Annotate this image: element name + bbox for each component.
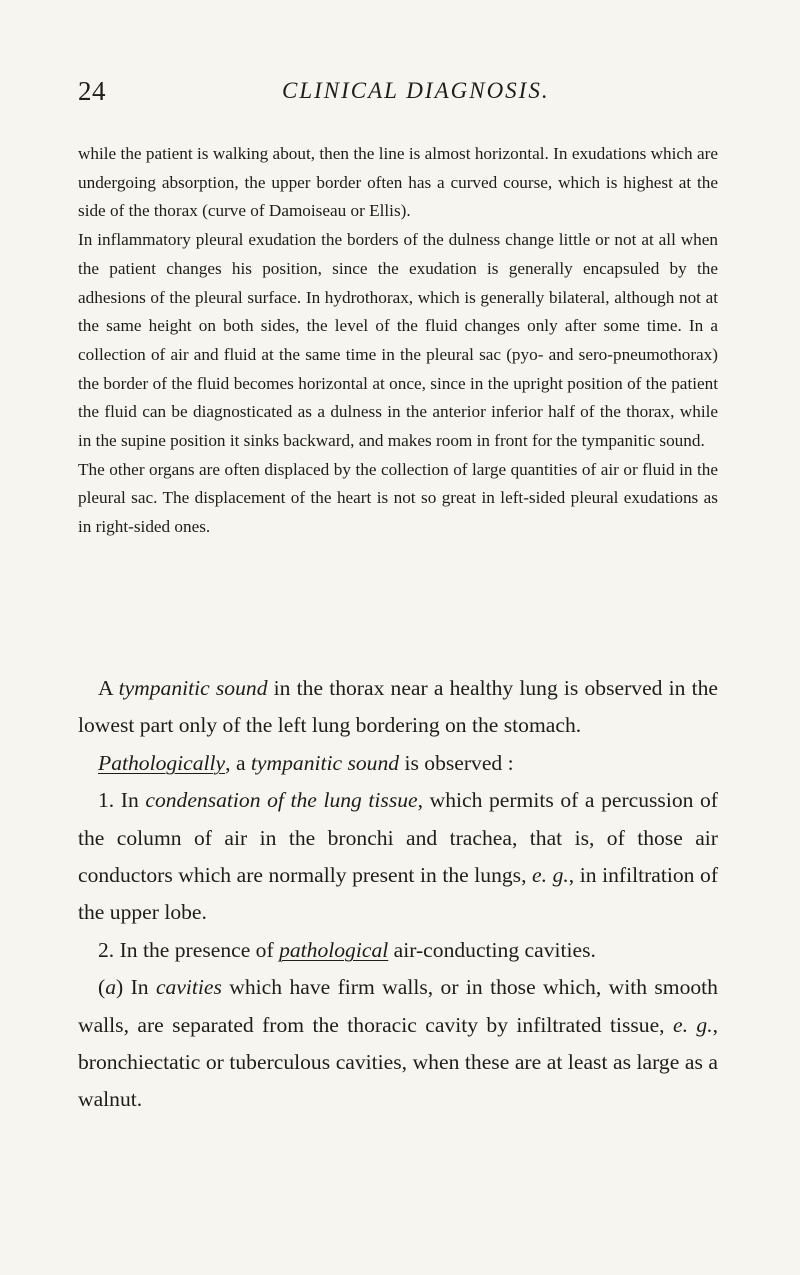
running-title: CLINICAL DIAGNOSIS. [282,78,550,103]
page-number: 24 [78,76,106,106]
paragraph-pathologically: Pathologically, a tympanitic sound is observed : [98,750,514,775]
large-print-section [78,670,718,1119]
small-print-section [78,140,718,542]
paragraph-cavities-presence: 2. In the presence of pathological air-conducting cavities. [98,937,596,962]
paragraph-tympanitic-healthy: A tympanitic sound in the thorax near a healthy lung is observed in the lowest part only of the left lung bordering on the stomach. [78,676,718,738]
running-head [78,76,718,116]
paragraph-condensation: 1. In condensation of the lung tissue, which permits of a percussion of the column of air in the bronchi and trachea, that is, of those air conductors which are normally present in the lungs, e. g., in infiltration of the upper lobe. [78,788,719,925]
paragraph-cavities-walls: (a) In cavities which have firm walls, or in those which, with smooth walls, are separated from the thoracic cavity by infiltrated tissue, e. g., bronchiectatic or tuberculous cavities, when these are at least as large as a walnut. [78,975,718,1112]
paragraph-inflammatory-exudation: In inflammatory pleural exudation the borders of the dulness change little or not at all when the patient changes his position, since the exudation is generally encapsuled by the adhesions of the pleural surface. In hydrothorax, which is generally bilateral, although not at the same height on both sides, the level of the fluid changes only after some time. In a collection of air and fluid at the same time in the pleural sac (pyo- and sero-pneumothorax) the border of the fluid becomes horizontal at once, since in the upright position of the patient the fluid can be diagnosticated as a dulness in the anterior inferior half of the thorax, while in the supine position it sinks backward, and makes room in front for the tympanitic sound. [78,230,718,451]
paragraph-continuation: while the patient is walking about, then the line is almost horizontal. In exudations which are undergoing absorption, the upper border often has a curved course, which is highest at the side of the thorax (curve of Damoiseau or Ellis). [78,144,718,221]
paragraph-displacement: The other organs are often displaced by the collection of large quantities of air or fluid in the pleural sac. The displacement of the heart is not so great in left-sided pleural exudations as in right-sided ones. [78,459,718,537]
